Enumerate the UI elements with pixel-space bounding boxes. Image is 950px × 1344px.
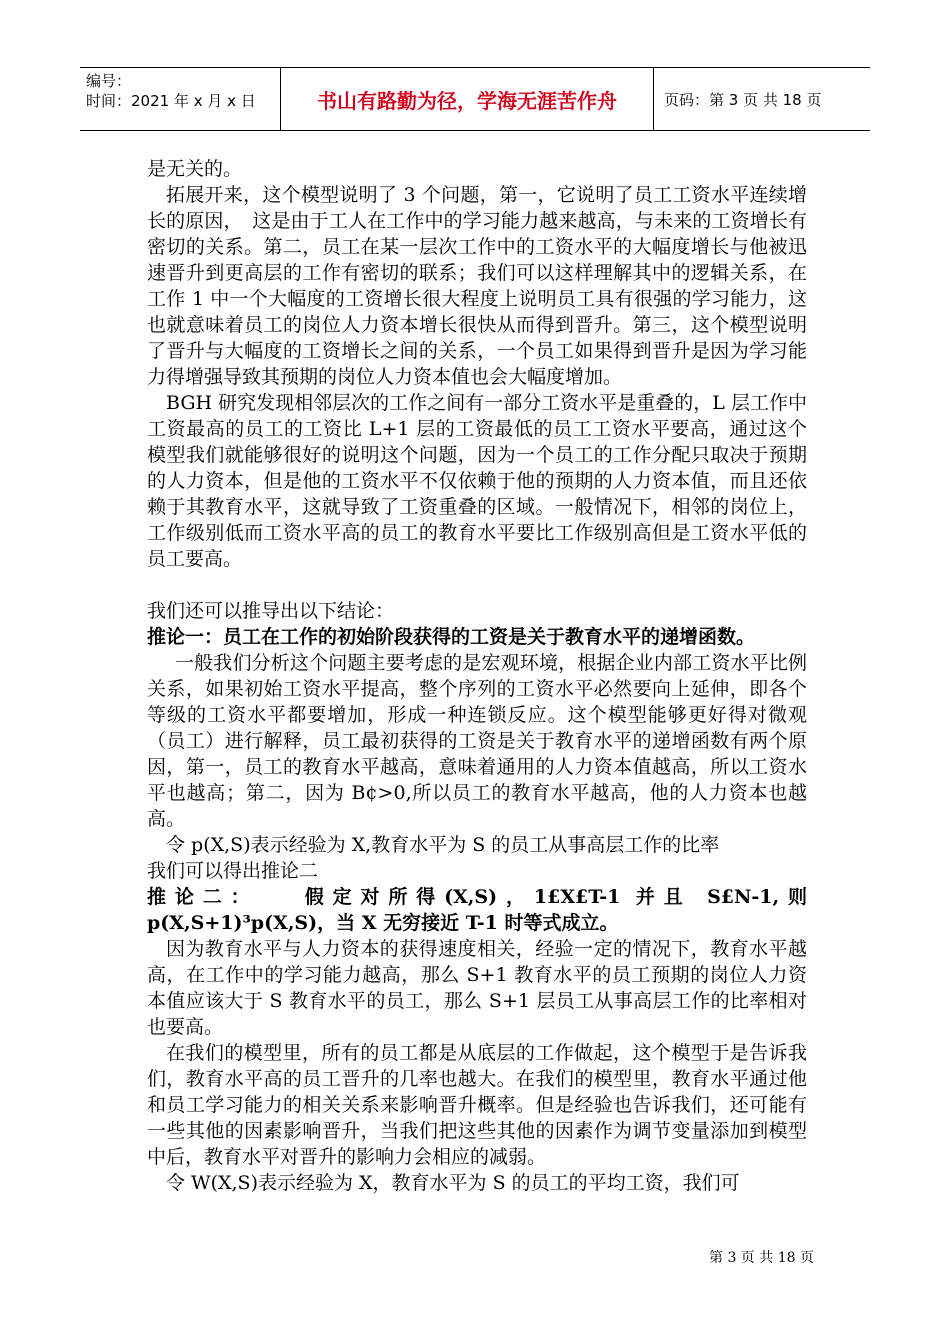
paragraph: 在我们的模型里，所有的员工都是从底层的工作做起，这个模型于是告诉我们，教育水平高的员工晋升的几率也越大。在我们的模型里，教育水平通过他和员工学习能力的相关关系来影响晋升概率。但是经验也告诉我们，还可能有一些其他的因素影响晋升，当我们把这些其他的因素作为调节变量添加到模型中后，教育水平对晋升的影响力会相应的减弱。 (147, 1042, 807, 1168)
paragraph: 令 W(X,S)表示经验为 X，教育水平为 S 的员工的平均工资，我们可 (166, 1172, 740, 1194)
paragraph: 我们可以得出推论二 (147, 860, 319, 882)
paragraph: 一般我们分析这个问题主要考虑的是宏观环境，根据企业内部工资水平比例关系，如果初始工资水平提高，整个序列的工资水平必然要向上延伸，即各个等级的工资水平都要增加，形成一种连锁反应。这个模型能够更好得对微观（员工）进行解释，员工最初获得的工资是关于教育水平的递增函数有两个原因，第一，员工的教育水平越高，意味着通用的人力资本值越高，所以工资水平也越高；第二，因为 B¢>0,所以员工的教育水平越高，他的人力资本也越高。 (147, 652, 807, 830)
corollary-two-heading: 推论二： 假定对所得(X,S)，1£X£T-1 并且 S£N-1,则 p(X,S+1)³p(X,S)，当 X 无穷接近 T-1 时等式成立。 (147, 886, 807, 934)
header-motto: 书山有路勤为径，学海无涯苦作舟 (280, 68, 654, 130)
paragraph-gap (147, 572, 807, 598)
paragraph: BGH 研究发现相邻层次的工作之间有一部分工资水平是重叠的，L 层工作中工资最高的员工的工资比 L+1 层的工资最低的员工工资水平要高，通过这个模型我们就能够很好的说明这个问题，因为一个员工的工作分配只取决于预期的人力资本，但是他的工资水平不仅依赖于他的预期的人力资本值，而且还依赖于其教育水平，这就导致了工资重叠的区域。一般情况下，相邻的岗位上，工作级别低而工资水平高的员工的教育水平要比工作级别高但是工资水平低的员工要高。 (147, 392, 807, 570)
paragraph: 拓展开来，这个模型说明了 3 个问题，第一，它说明了员工工资水平连续增长的原因， 这是由于工人在工作中的学习能力越来越高，与未来的工资增长有密切的关系。第二，员工在某一层次工作中的工资水平的大幅度增长与他被迅速晋升到更高层的工作有密切的联系；我们可以这样理解其中的逻辑关系，在工作 1 中一个大幅度的工资增长很大程度上说明员工具有很强的学习能力，这也就意味着员工的岗位人力资本增长很快从而得到晋升。第三，这个模型说明了晋升与大幅度的工资增长之间的关系，一个员工如果得到晋升是因为学习能力得增强导致其预期的岗位人力资本值也会大幅度增加。 (147, 184, 807, 388)
paragraph: 我们还可以推导出以下结论： (147, 600, 395, 622)
page-header (80, 67, 870, 131)
corollary-one-heading: 推论一：员工在工作的初始阶段获得的工资是关于教育水平的递增函数。 (147, 626, 756, 648)
document-number-label: 编号： (86, 72, 132, 90)
paragraph: 令 p(X,S)表示经验为 X,教育水平为 S 的员工从事高层工作的比率 (166, 834, 720, 856)
document-date: 时间：2021 年 x 月 x 日 (86, 92, 256, 110)
document-body (147, 156, 807, 1196)
page-footer: 第 3 页 共 18 页 (709, 1250, 814, 1266)
paragraph: 因为教育水平与人力资本的获得速度相关，经验一定的情况下，教育水平越高，在工作中的学习能力越高，那么 S+1 教育水平的员工预期的岗位人力资本值应该大于 S 教育水平的员工，那么 S+1 层员工从事高层工作的比率相对也要高。 (147, 938, 807, 1038)
header-page-code: 页码：第 3 页 共 18 页 (664, 90, 822, 109)
header-meta (80, 68, 280, 130)
paragraph: 是无关的。 (147, 158, 243, 180)
